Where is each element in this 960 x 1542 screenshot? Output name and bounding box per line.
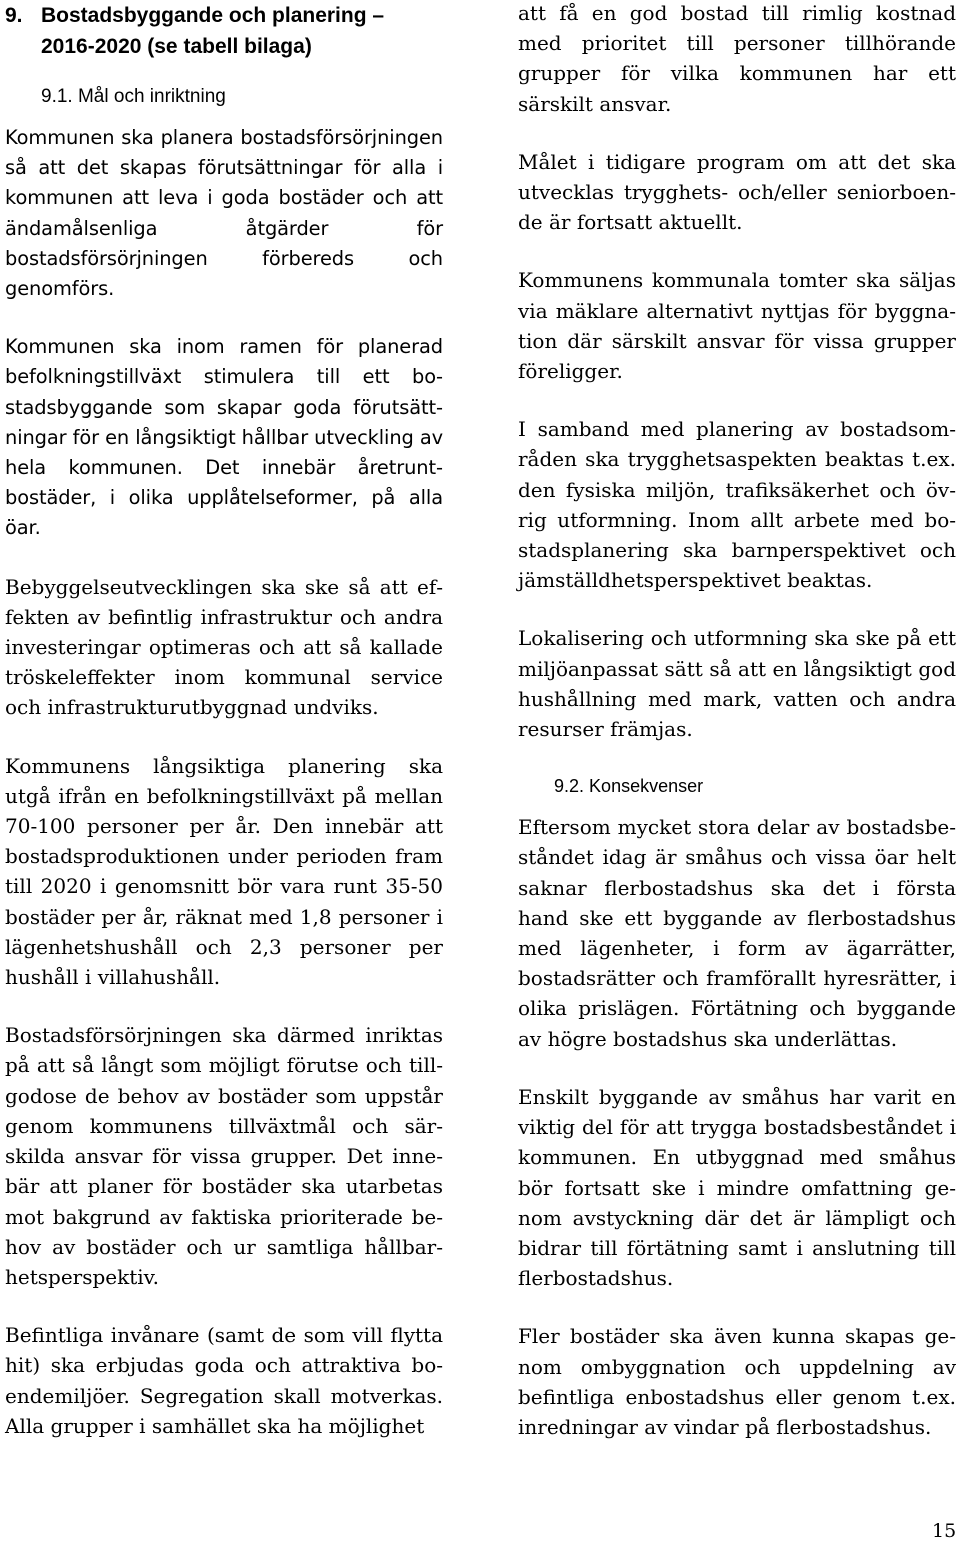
- subsection-number: 9.2.: [554, 776, 585, 797]
- paragraph: Kommunens kommunala tomter ska säljas via mäklare alternativt nyttjas för byggnation där särskilt ansvar för vissa grupper föreligger.: [518, 268, 956, 384]
- subsection-title: Konsekvenser: [589, 776, 704, 797]
- paragraph: Lokalisering och utformning ska ske på ett miljöanpassat sätt så att en långsiktigt god hushållning med mark, vatten och andra resurser främjas.: [518, 626, 956, 742]
- subsection-number: 9.1.: [41, 86, 73, 107]
- paragraph: I samband med planering av bostadsområden ska trygghetsaspekten beaktas t.ex. den fysiska miljön, trafiksäkerhet och övrig utformning. Inom allt arbete med bostadsplanering ska barnperspektivet och jämställdhetsperspektivet beaktas.: [518, 417, 956, 593]
- section-heading: [5, 0, 443, 62]
- right-column: [518, 0, 956, 1442]
- paragraph: Fler bostäder ska även kunna skapas genom ombyggnation och uppdelning av befintliga enbostadshus eller genom t.ex. inredningar av vindar på flerbostadshus.: [518, 1324, 956, 1439]
- paragraph: Kommunens långsiktiga planering ska utgå ifrån en befolkningstillväxt på mellan 70-100 personer per år. Den innebär att bostadsproduktionen under perioden fram till 2020 i genomsnitt bör vara runt 35-50 bostäder per år, räknat med 1,8 personer i lägenhetshushåll och 2,3 personer per hushåll i villahushåll.: [5, 753, 443, 990]
- paragraph: Eftersom mycket stora delar av bostadsbeståndet idag är småhus och vissa öar helt saknar flerbostadshus ska det i första hand ske ett byggande av flerbostadshus med lägenheter, i form av ägarrätter, bostadsrätter och framförallt hyresrätter, i olika prislägen. Förtätning och byggande av högre bostadshus ska underlättas.: [518, 815, 956, 1051]
- paragraph: att få en god bostad till rimlig kostnad med prioritet till personer tillhörande grupper för vilka kommunen har ett särskilt ansvar.: [518, 1, 956, 116]
- page-number: 15: [932, 1520, 957, 1542]
- paragraph: Befintliga invånare (samt de som vill flytta hit) ska erbjudas goda och attraktiva boendemiljöer. Segregation skall motverkas. Alla grupper i samhället ska ha möjlighet: [5, 1323, 443, 1438]
- paragraph: Enskilt byggande av småhus har varit en viktig del för att trygga bostadsbeståndet i kommunen. En utbyggnad med småhus bör fortsatt ske i mindre omfattning genom avstyckning där det är lämpligt och bidrar till förtätning samt i anslutning till flerbostadshus.: [518, 1084, 956, 1291]
- subsection-heading-konsekvenser: [518, 774, 956, 798]
- paragraph: Kommunen ska planera bostadsförsörjningen så att det skapas förutsättningar för alla i kommunen att leva i goda bostäder och att ändamålsenliga åtgärder för bostadsförsörjningen förbereds och genomförs.: [5, 126, 443, 301]
- paragraph: Bebyggelseutvecklingen ska ske så att effekten av befintlig infrastruktur och andra investeringar optimeras och att så kallade tröskeleffekter inom kommunal service och infrastrukturutbyggnad undviks.: [5, 574, 443, 720]
- section-title-line2: 2016-2020 (se tabell bilaga): [41, 35, 312, 58]
- subsection-title: Mål och inriktning: [77, 86, 226, 107]
- section-number: 9.: [5, 4, 23, 27]
- paragraph: Kommunen ska inom ramen för planerad befolkningstillväxt stimulera till ett bostadsbyggande som skapar goda förutsättningar för en långsiktigt hållbar utveckling av hela kommunen. Det innebär åretruntbostäder, i olika upplåtelseformer, på alla öar.: [5, 335, 443, 540]
- subsection-heading-mal: [5, 85, 443, 109]
- section-title-line1: Bostadsbyggande och planering –: [41, 4, 385, 27]
- paragraph: Bostadsförsörjningen ska därmed inriktas på att så långt som möjligt förutse och tillgodose de behov av bostäder som uppstår genom kommunens tillväxtmål och särskilda ansvar för vissa grupper. Det innebär att planer för bostäder ska utarbetas mot bakgrund av faktiska prioriterade behov av bostäder och ur samtliga hållbarhetsperspektiv.: [5, 1023, 443, 1289]
- paragraph: Målet i tidigare program om att det ska utvecklas trygghets- och/eller seniorboende är fortsatt aktuellt.: [518, 149, 956, 235]
- left-column: [5, 0, 443, 1441]
